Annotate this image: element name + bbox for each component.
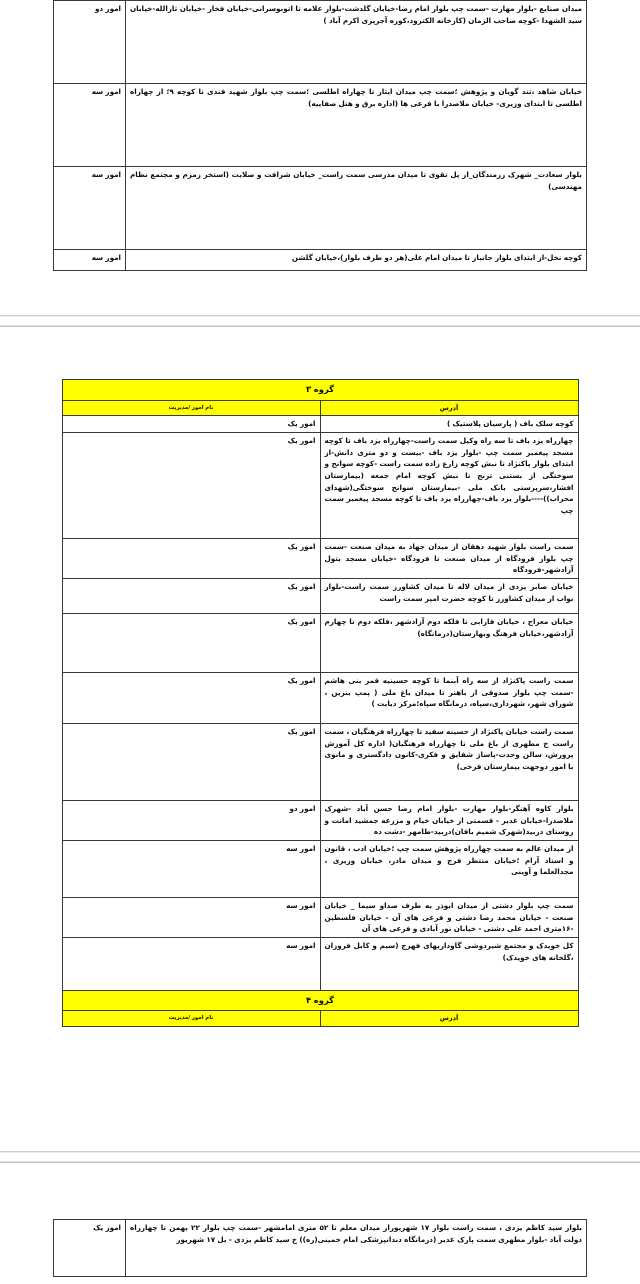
column-header-address: آدرس [320,1011,578,1027]
table-row[interactable] [54,1220,587,1277]
address-table-continued [53,0,587,271]
table-row[interactable] [54,167,587,250]
address-text: بلوار کاوه آهنگر-بلوار مهارت -بلوار امام رضا حسن آباد -شهرک ملاصدرا-خیابان غدیر - قسمتی از خیابان خیام و مزرعه جمشید امانت و روستای دربید(شهرک شمیم بافان)دربید-طامهر -دشت ده [324,803,574,837]
address-cell [320,613,578,672]
column-header-address: آدرس [320,400,578,416]
address-cell [320,672,578,723]
unit-cell [62,578,320,613]
address-text: سمت راست بلوار شهید دهقان از میدان جهاد به میدان صنعت -سمت چپ بلوار فرودگاه از میدان صنعت تا فرودگاه -خیابان مسجد بتول آزادشهر-فرودگاه [324,541,574,575]
unit-cell [62,723,320,800]
unit-cell [62,800,320,840]
group-banner-row [62,380,578,401]
unit-cell [54,1,126,84]
table-row[interactable] [62,840,578,897]
unit-cell [54,167,126,250]
unit-cell [62,840,320,897]
column-header-unit: نام امور /مدیریت [62,400,320,416]
page-separator-2 [0,1151,640,1163]
unit-text: امور یک [287,435,316,445]
unit-text: امور یک [287,726,316,736]
table-row[interactable] [62,937,578,990]
unit-text: امور سه [286,900,316,910]
unit-text: امور یک [287,419,316,429]
unit-text: امور یک [287,541,316,551]
address-table-group-3 [62,379,579,1027]
address-cell [320,840,578,897]
address-text: میدان صنایع -بلوار مهارت -سمت چپ بلوار امام رضا-خیابان گلدشت-بلوار علامه تا اتوبوسرانی-خیابان فخار -خیابان ثارالله-خیابان سید الشهدا -کوچه صاحب الزمان (کارخانه الکترود،کوره آجرپزی اکرم آباد ) [130,4,582,25]
unit-text: امور یک [287,581,316,591]
address-cell [320,723,578,800]
group-banner-label: گروه ۴ [62,990,578,1011]
unit-cell [62,432,320,538]
unit-text: امور دو [289,803,316,813]
table-row[interactable] [54,250,587,271]
address-text: خیابان معراج ، خیابان فارابی تا فلکه دوم آزادشهر ،فلکه دوم تا چهارم آزادشهر،خیابان فرهنگ وبهارستان(درمانگاه) [324,616,574,638]
address-text: بلوار سید کاظم یزدی ، سمت راست بلوار ۱۷ شهریوراز میدان معلم تا ۵۲ متری امامشهر -سمت چپ بلوار ۲۲ بهمن تا چهارراه دولت آباد -بلوار مطهری سمت پارک غدیر (درمانگاه دندانپزشکی امام خمینی(ره)) خ سید کاظم یزدی - بل ۱۷ شهریور [130,1223,582,1244]
unit-cell [54,84,126,167]
unit-cell [62,672,320,723]
group-banner-row [62,990,578,1011]
address-cell [320,937,578,990]
table-row[interactable] [62,897,578,937]
address-text: خیابان صابر یزدی از میدان لاله تا میدان کشاورز سمت راست-بلوار نواب از میدان کشاورز تا کوچه حضرت امیر سمت راست [324,581,574,603]
table-row[interactable] [62,578,578,613]
page-sheet-3 [0,1163,640,1284]
address-cell [320,897,578,937]
unit-text: امور یک [287,616,316,626]
page-sheet-2 [0,327,640,1151]
unit-text: امور یک [287,675,316,685]
address-cell [320,800,578,840]
table-row[interactable] [54,1,587,84]
unit-cell [62,538,320,578]
address-cell [320,538,578,578]
address-text: کل خویدک و مجتمع شیردوشی گاوداریهای فهرج (سیم و کابل فروزان ،گلخانه های خویدک) [324,940,574,962]
page-separator-1 [0,315,640,327]
address-cell [126,84,587,167]
address-cell [126,1,587,84]
address-cell [320,432,578,538]
table-row[interactable] [62,432,578,538]
unit-text: امور سه [286,940,316,950]
unit-cell [62,416,320,433]
unit-text: امور دو [94,4,121,13]
address-text: چهارراه یزد باف تا سه راه وکیل سمت راست-چهارراه یزد باف تا کوچه مسجد پیغمبر سمت چپ -بلوار یزد باف -بیست و دو متری دانش-از ابتدای بلوار پاکنژاد تا نبش کوچه زارع زاده سمت راست -کوچه سوانح و سوختگی از بستنی ترنج تا نبش کوچه امام جمعه (بیمارستان افشار،سرپرستی بانک ملی -بیمارستان سوانح سوختگی(شهدای محراب))----بلوار یزد باف-چهارراه یزد باف تا کوچه مسجد پیغمبر سمت چپ [324,435,574,515]
unit-cell [54,250,126,271]
address-text: کوچه نخل-از ابتدای بلوار جانباز تا میدان امام علی(هر دو طرف بلوار)،خیابان گلشن [291,253,582,262]
address-cell [126,250,587,271]
table-row[interactable] [62,416,578,433]
address-text: از میدان عالم به سمت چهارراه پژوهش سمت چپ ؛خیابان ادب ، قانون و استاد آرام ؛خیابان منتظر فرج و میدان مادر، خیابان وزیری ، مجدالعلما و آوینی [324,843,574,877]
address-cell [126,167,587,250]
unit-text: امور سه [286,843,316,853]
address-text: خیابان شاهد ،تند گویان و پژوهش ؛سمت چپ میدان ایثار تا چهاراه اطلسی ؛سمت چپ بلوار شهید قندی تا کوچه ۹؛ از چهاراه اطلسی تا ابتدای وزیری- خیابان ملاصدرا با فرعی ها (اداره برق و هتل صفاییه) [130,87,582,108]
table-row[interactable] [62,800,578,840]
page-sheet-1 [0,0,640,315]
table-row[interactable] [62,538,578,578]
unit-text: امور سه [91,253,121,262]
address-cell [126,1220,587,1277]
unit-text: امور سه [91,170,121,179]
address-text: بلوار سعادت_ شهرک رزمندگان_از پل تقوی تا میدان مدرسی سمت راست_ خیابان شرافت و صلابت (استخر زمزم و مجتمع نظام مهندسی) [130,170,582,191]
address-cell [320,578,578,613]
unit-text: امور یک [93,1223,121,1232]
unit-cell [62,613,320,672]
table-row[interactable] [62,672,578,723]
unit-cell [62,897,320,937]
unit-cell [62,937,320,990]
address-cell [320,416,578,433]
address-text: کوچه سلک باف ( پارسیان پلاستیک ) [446,419,574,429]
table-row[interactable] [54,84,587,167]
address-text: سمت چپ بلوار دشتی از میدان ابوذر به طرف صداو سیما _ خیابان صنعت - خیابان محمد رضا دشتی و فرعی های آن - خیابان فلسطین -۱۶متری احمد علی دشتی - خیابان نور آبادی و فرعی های آن [324,900,574,934]
address-table-group-4-continued [53,1219,587,1277]
unit-text: امور سه [91,87,121,96]
column-header-row [62,400,578,416]
column-header-unit: نام امور /مدیریت [62,1011,320,1027]
address-text: سمت راست خیابان پاکنژاد از حسینه سفید تا چهارراه فرهنگیان ، سمت راست خ مطهری از باغ ملی تا چهارراه فرهنگیان( اداره کل آموزش پرورش، سالن وحدت-پاساژ شقایق و فکری-کانون دادگستری و مانوی با امور دوجهت بیمارستان فرخی) [324,726,574,771]
table-row[interactable] [62,723,578,800]
address-text: سمت راست پاکنژاد از سه راه آبنما تا کوچه حسینیه قمر بنی هاشم -سمت چپ بلوار صدوقی از باهنر تا میدان باغ ملی ( پمپ بنزین ، شورای شهر، شهرداری،سپاه، درمانگاه سپاه؛مرکز دیابت ) [324,675,574,709]
unit-cell [54,1220,126,1277]
group-banner-label: گروه ۳ [62,380,578,401]
table-row[interactable] [62,613,578,672]
column-header-row [62,1011,578,1027]
